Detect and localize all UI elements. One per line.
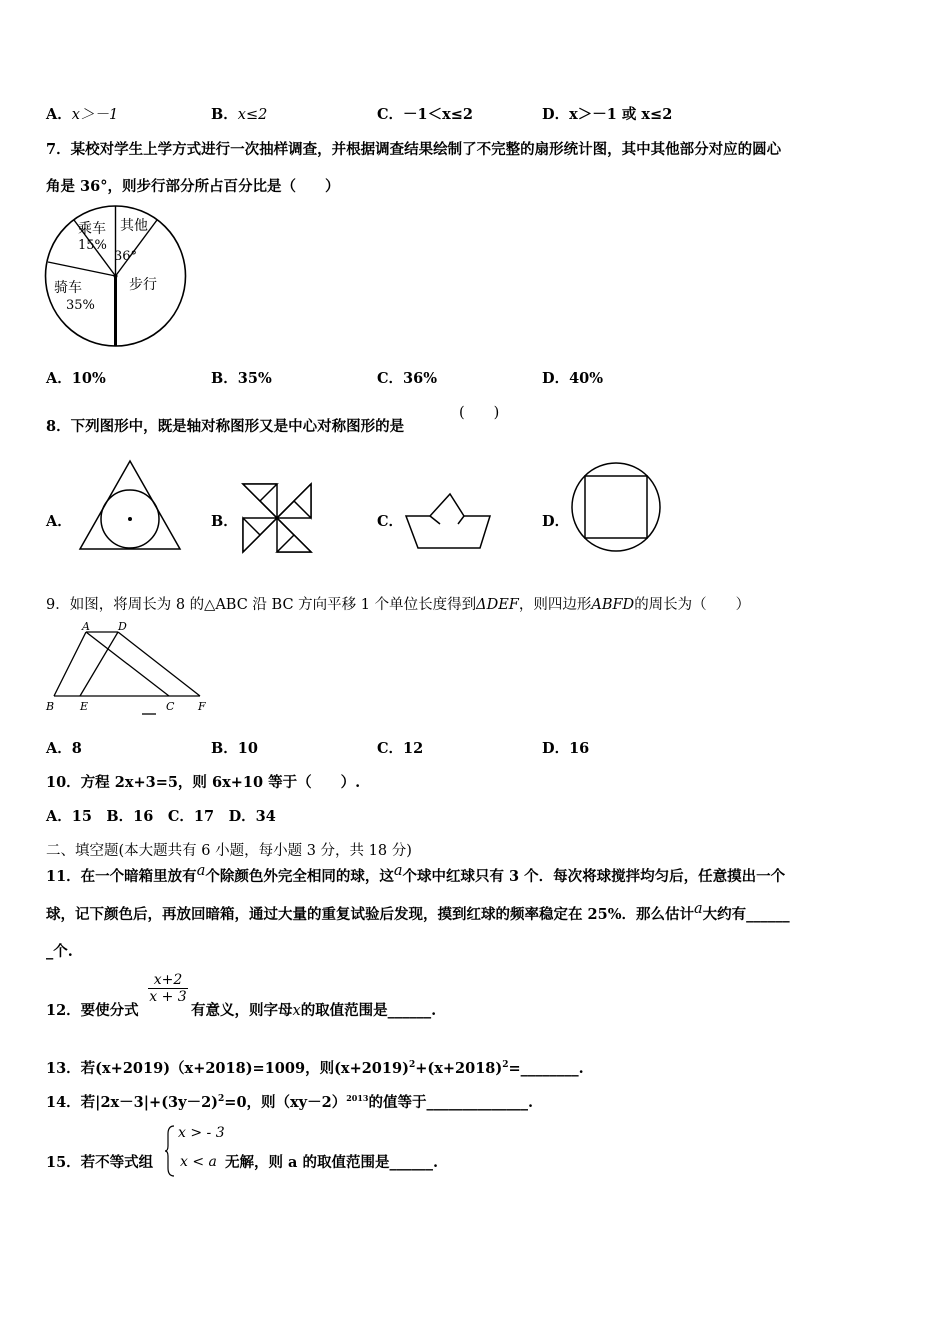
pie-value-bike: 35% [66,298,95,313]
pie-label-other: 其他 [120,218,148,234]
q7-text-line2: 角是 36°，则步行部分所占百分比是（ ） [46,178,340,195]
q8-figure-pinwheel [241,482,313,554]
q7-text-line1: 7．某校对学生上学方式进行一次抽样调查，并根据调查结果绘制了不完整的扇形统计图，其中其他部分对应的圆心 [46,141,782,158]
q11-line3: _个. [46,943,73,960]
q7-option-d: D．40% [542,370,604,387]
q9-option-a: A．8 [46,740,82,757]
q12-rest: 有意义，则字母x的取值范围是______. [191,1002,437,1019]
q8-figure-square-circle [568,460,664,556]
pie-value-ride: 15% [78,238,107,253]
q8-option-b-label: B． [211,513,238,530]
pie-value-other: 36° [114,249,138,264]
q15-inequality-1: x > - 3 [178,1125,225,1141]
q8-figure-triangle-circle [76,458,184,554]
pie-label-ride: 乘车 [78,221,106,237]
q12-fraction [148,972,188,1005]
q8-option-c-label: C． [377,513,404,530]
q12-numerator: x+2 [153,972,183,988]
q8-text: 8．下列图形中，既是轴对称图形又是中心对称图形的是 [46,418,405,435]
q9-label-d: D [118,620,127,633]
q9-figure-translation [42,620,214,720]
q6-option-a: A．x＞－1 [46,106,119,123]
pie-label-walk: 步行 [129,277,157,293]
q13-text: 13．若(x+2019)（x+2018)=1009，则$(x+2019)^2+(x+2018)^2=\_\_\_\_\_\_\_\_$. [46,1060,584,1077]
q8-figure-boat [402,490,494,552]
q7-option-c: C．36% [377,370,438,387]
q7-option-a: A．10% [46,370,106,387]
q9-option-b: B．10 [211,740,258,757]
q9-option-d: D．16 [542,740,590,757]
q6-option-d: D．x＞－1 或 x≤2 [542,106,673,123]
q9-label-a: A [82,620,90,633]
q9-label-f: F [198,700,206,713]
q6-option-c: C．－1＜x≤2 [377,106,474,123]
section-2-title: 二、填空题(本大题共有 6 小题，每小题 3 分，共 18 分) [46,843,412,859]
q9-label-e: E [80,700,89,713]
q7-option-b: B．35% [211,370,272,387]
pie-center [114,274,118,278]
q15-suffix: 无解，则 a 的取值范围是______. [225,1154,439,1171]
q11-line2: 球，记下颜色后，再放回暗箱，通过大量的重复试验后发现，摸到红球的频率稳定在 25%．那么估计a大约有______ [46,901,790,923]
q8-option-d-label: D． [542,513,570,530]
q6-option-b: B．x≤2 [211,106,268,123]
q9-label-c: C [166,700,175,713]
q9-option-c: C．12 [377,740,424,757]
q15-brace [164,1124,176,1178]
q12-prefix: 12．要使分式 [46,1002,139,1019]
q10-options: A．15 B．16 C．17 D．34 [46,808,276,825]
pie-label-bike: 骑车 [54,280,82,296]
q8-option-a-label: A． [46,513,72,530]
q14-text: 14．若$|2x-3|+(3y-2)^2=0$，则$(xy-2)^{2013}$的值等于______________. [46,1093,534,1111]
q10-text: 10．方程 2x+3=5，则 6x+10 等于（ ）. [46,774,361,791]
q15-inequality-2: x < a [180,1154,217,1170]
pie-divider-bike [48,262,116,276]
q8-paren: ( ) [459,405,500,421]
q12-denominator: x + 3 [149,989,187,1005]
q9-label-b: B [46,700,55,713]
q11-line1: 11．在一个暗箱里放有a个除颜色外完全相同的球，这a个球中红球只有 3 个．每次将球搅拌均匀后，任意摸出一个 [46,863,786,885]
q15-prefix: 15．若不等式组 [46,1154,154,1171]
q9-text: 9．如图，将周长为 8 的△ABC 沿 BC 方向平移 1 个单位长度得到ΔDEF，则四边形ABFD的周长为（ ） [46,597,751,613]
q7-pie-chart [40,200,195,355]
